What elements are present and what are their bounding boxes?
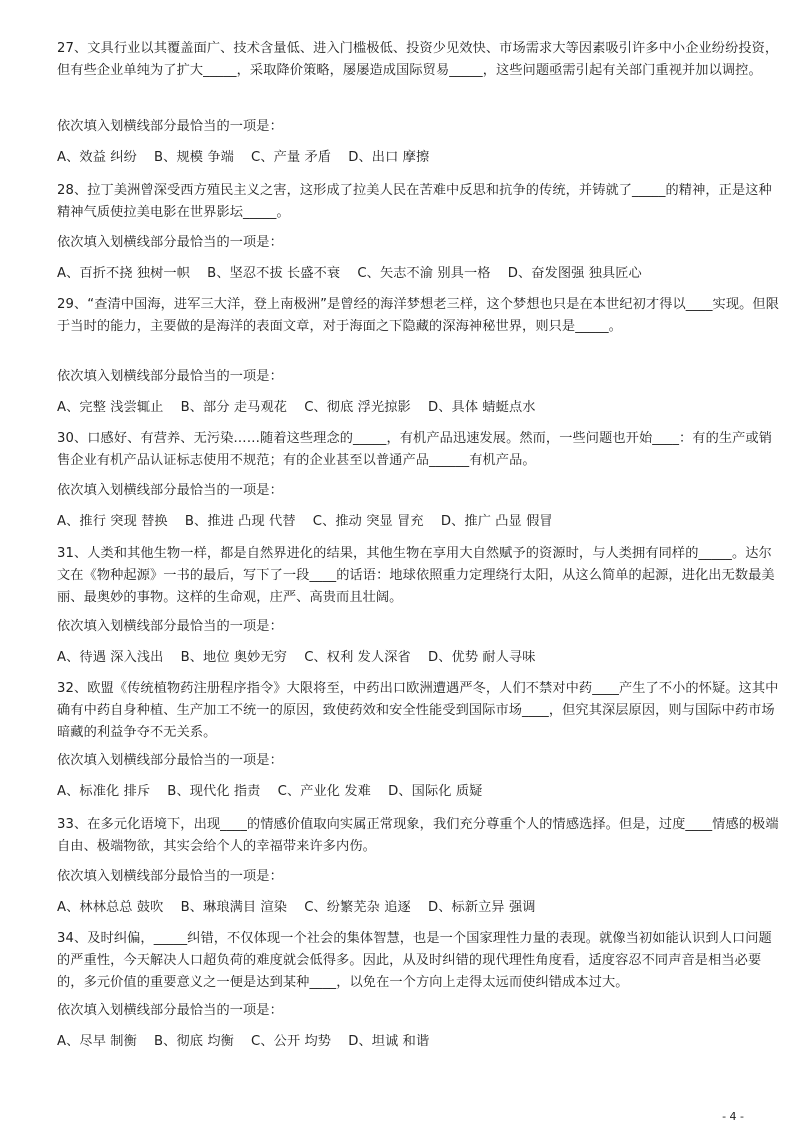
question-32-text: 32、欧盟《传统植物药注册程序指令》大限将至，中药出口欧洲遭遇严冬，人们不禁对中药____产生了不小的怀疑。这其中确有中药自身种植、生产加工不统一的原因，致使药效和安全性能受到国际市场____，但究其深层原因，则与国际中药市场暗藏的利益争夺不无关系。 (57, 681, 779, 740)
question-31-text: 31、人类和其他生物一样，都是自然界进化的结果，其他生物在享用大自然赋予的资源时，与人类拥有同样的_____。达尔文在《物种起源》一书的最后，写下了一段____的话语：地球依照重力定理绕行太阳，从这么简单的起源，进化出无数最美丽、最奥妙的事物。这样的生命观，庄严、高贵而且壮阔。 (57, 546, 775, 605)
question-28-prompt: 依次填入划横线部分最恰当的一项是： (57, 235, 283, 250)
question-29-prompt: 依次填入划横线部分最恰当的一项是： (57, 369, 283, 384)
question-30-prompt: 依次填入划横线部分最恰当的一项是： (57, 483, 283, 498)
question-31-prompt: 依次填入划横线部分最恰当的一项是： (57, 619, 283, 634)
question-32-options: A、标准化 排斥 B、现代化 指责 C、产业化 发难 D、国际化 质疑 (57, 784, 483, 799)
page-number: - 4 - (722, 1110, 744, 1123)
question-28-text: 28、拉丁美洲曾深受西方殖民主义之害，这形成了拉美人民在苦难中反思和抗争的传统，并铸就了_____的精神，正是这种精神气质使拉美电影在世界影坛_____。 (57, 183, 772, 220)
question-27-text: 27、文具行业以其覆盖面广、技术含量低、进入门槛极低、投资少见效快、市场需求大等因素吸引许多中小企业纷纷投资，但有些企业单纯为了扩大_____，采取降价策略，屡屡造成国际贸易_____，这些问题亟需引起有关部门重视并加以调控。 (57, 41, 779, 78)
question-33-text: 33、在多元化语境下，出现____的情感价值取向实属正常现象，我们充分尊重个人的情感选择。但是，过度____情感的极端自由、极端物欲，其实会给个人的幸福带来许多内伤。 (57, 817, 779, 854)
question-28-options: A、百折不挠 独树一帜 B、坚忍不拔 长盛不衰 C、矢志不渝 别具一格 D、奋发图强 独具匠心 (57, 266, 642, 281)
question-27-prompt: 依次填入划横线部分最恰当的一项是： (57, 119, 283, 134)
question-29-options: A、完整 浅尝辄止 B、部分 走马观花 C、彻底 浮光掠影 D、具体 蜻蜓点水 (57, 400, 536, 415)
question-29-text: 29、“查清中国海，进军三大洋，登上南极洲”是曾经的海洋梦想老三样，这个梦想也只是在本世纪初才得以____实现。但限于当时的能力，主要做的是海洋的表面文章，对于海面之下隐藏的深海神秘世界，则只是_____。 (57, 297, 779, 334)
question-30-text: 30、口感好、有营养、无污染……随着这些理念的_____，有机产品迅速发展。然而，一些问题也开始____：有的生产或销售企业有机产品认证标志使用不规范；有的企业甚至以普通产品______有机产品。 (57, 431, 773, 468)
question-33-options: A、林林总总 鼓吹 B、琳琅满目 渲染 C、纷繁芜杂 追逐 D、标新立异 强调 (57, 900, 536, 915)
question-34-options: A、尽早 制衡 B、彻底 均衡 C、公开 均势 D、坦诚 和谐 (57, 1034, 430, 1049)
question-32-prompt: 依次填入划横线部分最恰当的一项是： (57, 753, 283, 768)
question-31-options: A、待遇 深入浅出 B、地位 奥妙无穷 C、权利 发人深省 D、优势 耐人寻味 (57, 650, 536, 665)
question-34-prompt: 依次填入划横线部分最恰当的一项是： (57, 1003, 283, 1018)
question-30-options: A、推行 突现 替换 B、推进 凸现 代替 C、推动 突显 冒充 D、推广 凸显 假冒 (57, 514, 553, 529)
question-27-options: A、效益 纠纷 B、规模 争端 C、产量 矛盾 D、出口 摩擦 (57, 150, 430, 165)
question-33-prompt: 依次填入划横线部分最恰当的一项是： (57, 869, 283, 884)
question-34-text: 34、及时纠偏，_____纠错，不仅体现一个社会的集体智慧，也是一个国家理性力量的表现。就像当初如能认识到人口问题的严重性，今天解决人口超负荷的难度就会低得多。因此，从及时纠错的现代理性角度看，适度容忍不同声音是相当必要的，多元价值的重要意义之一便是达到某种____，以免在一个方向上走得太远而使纠错成本过大。 (57, 931, 772, 990)
